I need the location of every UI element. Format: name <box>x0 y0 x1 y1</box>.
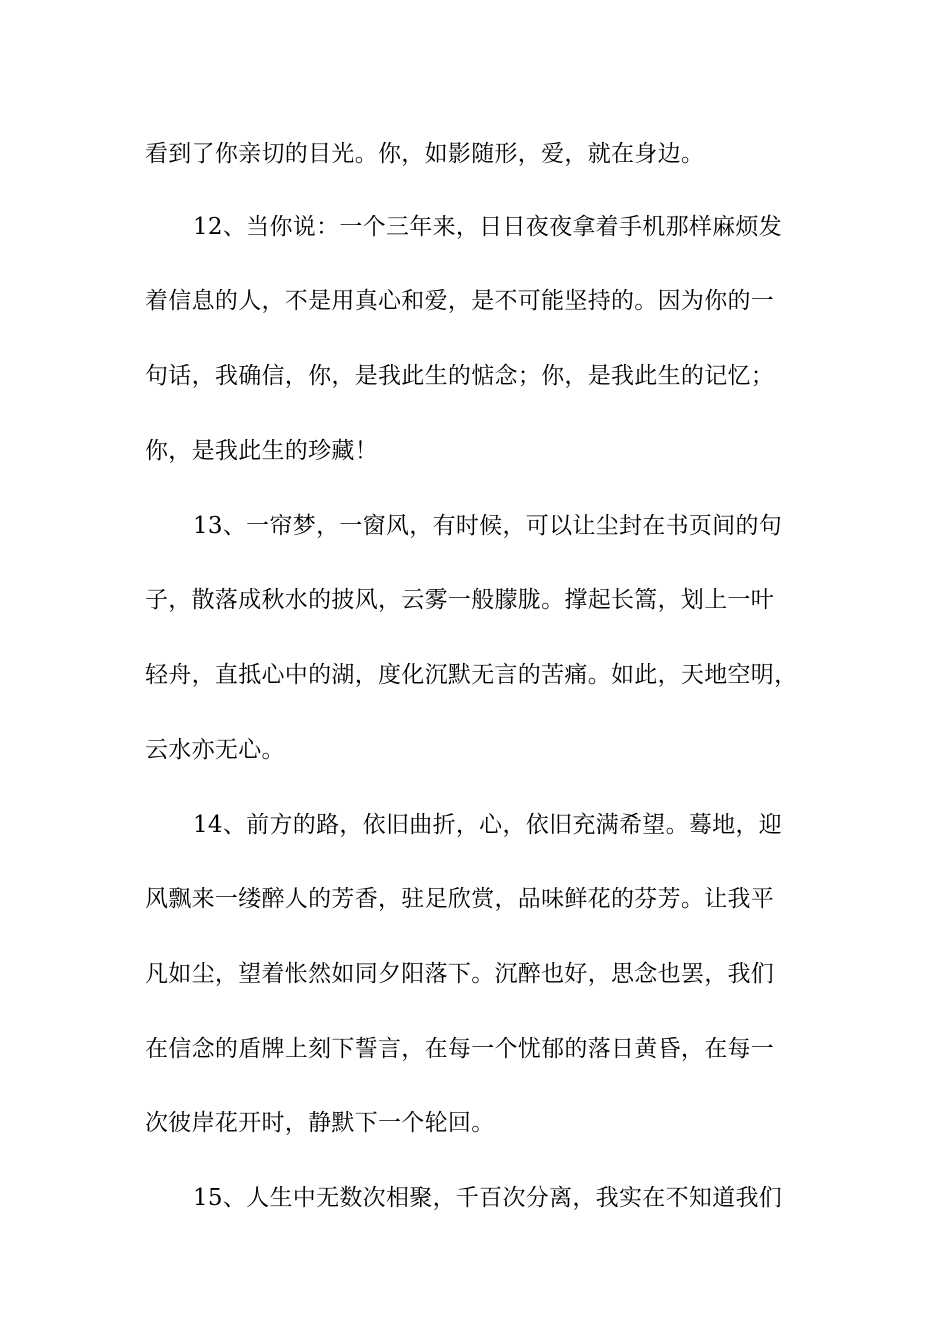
text-line: 你，是我此生的珍藏！ <box>145 438 378 464</box>
text-line: 子，散落成秋水的披风，云雾一般朦胧。撑起长篙，划上一叶 <box>145 587 775 613</box>
text-line: 次彼岸花开时，静默下一个轮回。 <box>145 1110 495 1136</box>
text-line: 轻舟，直抵心中的湖，度化沉默无言的苦痛。如此，天地空明， <box>145 662 798 688</box>
text-line: 凡如尘，望着怅然如同夕阳落下。沉醉也好，思念也罢，我们 <box>145 961 775 987</box>
text-line: 看到了你亲切的目光。你，如影随形，爱，就在身边。 <box>145 141 705 167</box>
text-line: 在信念的盾牌上刻下誓言，在每一个忧郁的落日黄昏，在每一 <box>145 1036 775 1062</box>
text-line: 着信息的人，不是用真心和爱，是不可能坚持的。因为你的一 <box>145 288 775 314</box>
text-line-paragraph-14: 14、前方的路，依旧曲折，心，依旧充满希望。蓦地，迎 <box>193 812 783 838</box>
text-line: 云水亦无心。 <box>145 737 285 763</box>
text-line: 句话，我确信，你，是我此生的惦念；你，是我此生的记忆； <box>145 363 775 389</box>
text-line-paragraph-12: 12、当你说：一个三年来，日日夜夜拿着手机那样麻烦发 <box>193 214 783 240</box>
text-line-paragraph-15: 15、人生中无数次相聚，千百次分离，我实在不知道我们 <box>193 1185 783 1211</box>
text-line: 风飘来一缕醉人的芳香，驻足欣赏，品味鲜花的芬芳。让我平 <box>145 886 775 912</box>
text-line-paragraph-13: 13、一帘梦，一窗风，有时候，可以让尘封在书页间的句 <box>193 513 783 539</box>
